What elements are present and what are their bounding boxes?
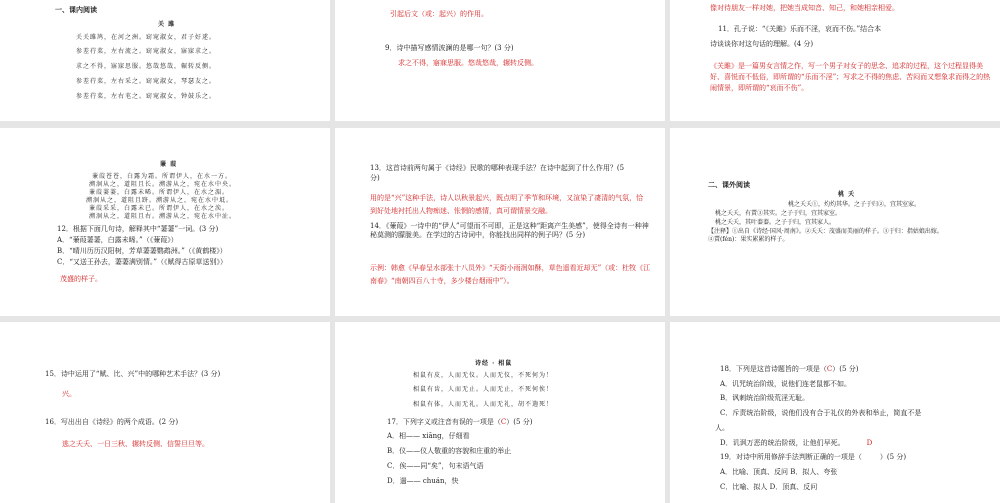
option-b: B．“晴川历历汉阳树，芳草萋萋鹦鹉洲。”（《黄鹤楼》） bbox=[57, 247, 227, 255]
question-19-options-1: A．比喻、顶真、反问 B．拟人、夸张 bbox=[720, 468, 838, 476]
poem-line: 溯洄从之，道阻且长。溯游从之，宛在水中央。 bbox=[89, 181, 237, 188]
answer-12: 茂盛的样子。 bbox=[60, 275, 102, 283]
poem-line: 蒹葭苍苍，白露为霜。所谓伊人，在水一方。 bbox=[92, 173, 233, 180]
question-19-options-2: C．比喻、拟人 D．顶真、反问 bbox=[720, 483, 818, 491]
poem-title: 诗经 · 相鼠 bbox=[475, 360, 513, 367]
option-b: B．仪——仪人敬重的容貌和庄重的举止 bbox=[387, 447, 512, 455]
option-d bbox=[720, 439, 872, 448]
panel-jianjia bbox=[0, 128, 330, 316]
answer-19: D bbox=[866, 439, 873, 447]
answer-18: C bbox=[826, 365, 833, 373]
poem-line: 求之不得，寤寐思服。悠哉悠哉，辗转反侧。 bbox=[76, 63, 217, 70]
poem-line: 溯洄从之，道阻且右。溯游从之，宛在水中沚。 bbox=[89, 213, 237, 220]
question-15: 15．诗中运用了“赋、比、兴”中的哪种艺术手法？(3 分) bbox=[45, 370, 221, 378]
panel-q15-16 bbox=[0, 322, 330, 503]
panel-q9 bbox=[335, 0, 665, 121]
section-heading: 一、课内阅读 bbox=[55, 5, 97, 14]
poem-line: 桃之夭夭，其叶蓁蓁。之子于归，宜其家人。 bbox=[715, 219, 836, 226]
option-a: A．相—— xiāng，仔细看 bbox=[387, 432, 470, 440]
answer-14: 示例：韩愈《早春呈水部张十八员外》“天街小雨润如酥，草色遥看近却无”（或：杜牧《江南春》“南朝四百八十寺，多少楼台烟雨中”）。 bbox=[370, 264, 651, 285]
poem-line: 参差荇菜，左右流之。窈窕淑女，寤寐求之。 bbox=[76, 48, 217, 55]
question-17-score: ）(5 分) bbox=[506, 418, 533, 426]
answer-text: 像对待朋友一样对她，把她当成知音、知己，和她相亲相爱。 bbox=[710, 4, 899, 12]
question-11-line1: 11．孔子说：“《关雎》乐而不淫，哀而不伤。”结合本 bbox=[718, 25, 882, 33]
question-14: 14．《蒹葭》一诗中的“伊人”可望而不可即，正是这种“距离产生美感”，使得全诗有一种神秘莫测的朦胧美。在学过的古诗词中，你能找出同样的例子吗？(5 分) bbox=[370, 222, 649, 239]
poem-title: 蒹 葭 bbox=[160, 161, 178, 168]
poem-line: 相鼠有体，人而无礼。人而无礼，胡不遄死！ bbox=[413, 401, 554, 408]
answer-11: 《关雎》是一篇男女言情之作，写一个男子对女子的思念、追求的过程，这个过程显得美好、喜悦而不低俗，即所谓的“乐而不淫”；写求之不得的焦虑、苦闷而又想象求而得之的热闹情景，即所谓的“哀而不伤”。 bbox=[710, 62, 991, 92]
panel-q18-19 bbox=[670, 322, 1000, 503]
poem-title: 桃 夭 bbox=[838, 191, 856, 198]
question-17-text: 17．下列字义或注音有误的一项是（ bbox=[387, 418, 501, 426]
panel-taoyao bbox=[670, 128, 1000, 316]
panel-xiangshu bbox=[335, 322, 665, 503]
question-19-score: ）(5 分) bbox=[879, 453, 907, 461]
question-18 bbox=[720, 365, 858, 374]
option-c-line2: 人。 bbox=[715, 424, 729, 432]
option-d: D．遄—— chuán，快 bbox=[387, 477, 459, 485]
poem-line: 关关雎鸠，在河之洲。窈窕淑女，君子好逑。 bbox=[76, 34, 217, 41]
option-d-text: D．讥讽万恶的统治阶级，让他们早死。 bbox=[720, 439, 845, 447]
question-13: 13．这首诗前两句属于《诗经》民歌的哪种表现手法？在诗中起到了什么作用？(5 分) bbox=[370, 164, 625, 182]
answer-9: 求之不得，寤寐思服。悠哉悠哉，辗转反侧。 bbox=[398, 59, 538, 67]
question-19 bbox=[720, 453, 906, 462]
option-c-line1: C．斥责统治阶级，说他们没有合于礼仪的外表和举止，简直不是 bbox=[720, 409, 922, 417]
annotation: 【注释】①出自《诗经·国风·周南》。②夭夭：茂盛而美丽的样子。③于归：指姑娘出嫁。 bbox=[708, 228, 943, 235]
poem-line: 蒹葭萋萋，白露未晞。所谓伊人，在水之湄。 bbox=[89, 189, 230, 196]
option-c: C．俟——同“矣”，句末语气语 bbox=[387, 462, 484, 470]
question-18-text: 18．下列是这首诗题旨的一项是（ bbox=[720, 365, 827, 373]
question-17 bbox=[387, 418, 532, 427]
annotation: ④蕡(fén)：果实累累的样子。 bbox=[708, 236, 789, 243]
option-a: A．讥咒统治阶级，说他们连老鼠都不如。 bbox=[720, 380, 852, 388]
poem-line: 桃之夭夭①，灼灼其华。之子于归②，宜其室家。 bbox=[788, 201, 921, 208]
poem-title: 关 雎 bbox=[158, 21, 176, 28]
question-12: 12．根据下面几句诗，解释其中“萋萋”一词。(3 分) bbox=[57, 225, 219, 233]
question-19-text: 19．对诗中所用修辞手法判断正确的一项是（ bbox=[720, 453, 862, 461]
panel-q13-14 bbox=[335, 128, 665, 316]
poem-line: 桃之夭夭，有蕡③其实。之子于归，宜其家室。 bbox=[715, 210, 842, 217]
poem-line: 溯洄从之，道阻且跻。溯游从之，宛在水中坻。 bbox=[86, 197, 234, 204]
poem-line: 参差荇菜，左右芼之。窈窕淑女，钟鼓乐之。 bbox=[76, 93, 217, 100]
poem-line: 相鼠有齿，人而无止。人而无止，不死何俟！ bbox=[413, 386, 554, 393]
section-heading: 二、课外阅读 bbox=[708, 180, 750, 189]
question-9: 9．诗中描写感情波澜的是哪一句？(3 分) bbox=[385, 44, 514, 52]
answer-16: 逃之夭夭、一日三秋、辗转反侧、信誓旦旦等。 bbox=[62, 440, 209, 448]
panel-guanju bbox=[0, 0, 330, 121]
poem-line: 相鼠有皮，人而无仪。人而无仪，不死何为！ bbox=[413, 372, 554, 379]
question-11-line2: 诗谈谈你对这句话的理解。(4 分) bbox=[710, 40, 814, 48]
question-18-score: ）(5 分) bbox=[832, 365, 859, 373]
panel-q11 bbox=[670, 0, 1000, 121]
poem-line: 蒹葭采采，白露未已。所谓伊人，在水之涘。 bbox=[89, 205, 230, 212]
option-b: B．讽刺统治阶级荒淫无耻。 bbox=[720, 394, 810, 402]
answer-text: 引起后文（或：起兴）的作用。 bbox=[390, 10, 488, 18]
answer-13: 用的是“兴”这种手法，诗人以秋景起兴，既点明了季节和环境，又渲染了凄清的气氛，恰到好处地衬托出人物痴迷、怅惘的感情，真可谓情景交融。 bbox=[370, 194, 644, 215]
option-a: A．“蒹葭萋萋，白露未晞。”（《蒹葭》） bbox=[57, 236, 178, 244]
answer-17: C bbox=[500, 418, 507, 426]
option-c: C．“又送王孙去，萋萋满别情。”（《赋得古原草送别》） bbox=[57, 258, 228, 266]
answer-15: 兴。 bbox=[62, 390, 76, 398]
question-16: 16．写出出自《诗经》的两个成语。(2 分) bbox=[45, 418, 179, 426]
poem-line: 参差荇菜，左右采之。窈窕淑女，琴瑟友之。 bbox=[76, 78, 217, 85]
